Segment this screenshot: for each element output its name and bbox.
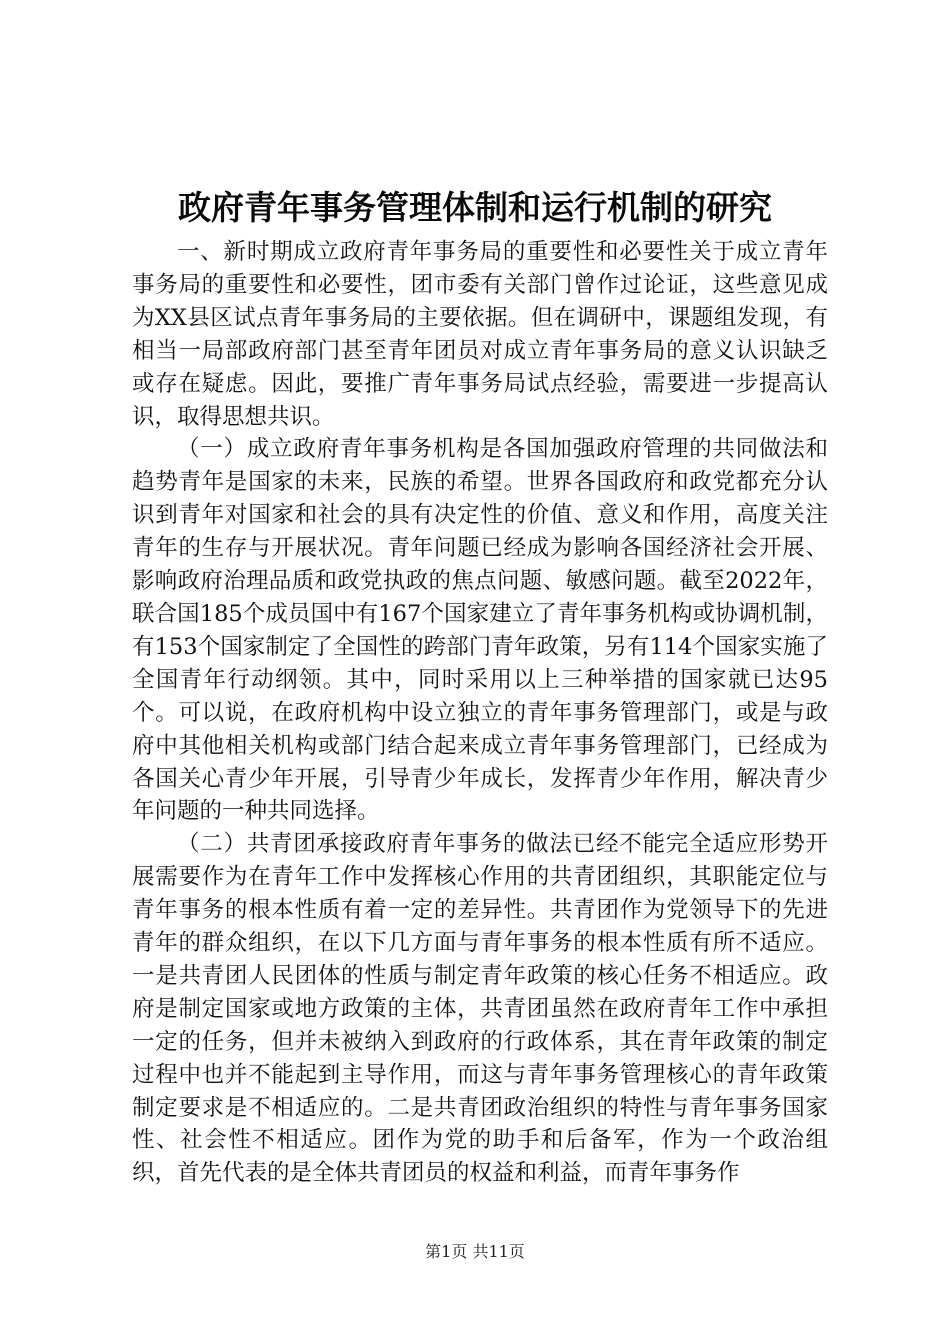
document-body	[132, 236, 828, 1190]
document-title: 政府青年事务管理体制和运行机制的研究	[178, 188, 772, 227]
paragraph-3: （二）共青团承接政府青年事务的做法已经不能完全适应形势开展需要作为在青年工作中发挥核心作用的共青团组织，其职能定位与青年事务的根本性质有着一定的差异性。共青团作为党领导下的先进青年的群众组织，在以下几方面与青年事务的根本性质有所不适应。一是共青团人民团体的性质与制定青年政策的核心任务不相适应。政府是制定国家或地方政策的主体，共青团虽然在政府青年工作中承担一定的任务，但并未被纳入到政府的行政体系，其在青年政策的制定过程中也并不能起到主导作用，而这与青年事务管理核心的青年政策制定要求是不相适应的。二是共青团政治组织的特性与青年事务国家性、社会性不相适应。团作为党的助手和后备军，作为一个政治组织，首先代表的是全体共青团员的权益和利益，而青年事务作	[132, 831, 828, 1187]
page-number-footer: 第1页 共11页	[425, 1242, 525, 1261]
paragraph-2: （一）成立政府青年事务机构是各国加强政府管理的共同做法和趋势青年是国家的未来，民族的希望。世界各国政府和政党都充分认识到青年对国家和社会的具有决定性的价值、意义和作用，高度关注青年的生存与开展状况。青年问题已经成为影响各国经济社会开展、影响政府治理品质和政党执政的焦点问题、敏感问题。截至2022年，联合国185个成员国中有167个国家建立了青年事务机构或协调机制，有153个国家制定了全国性的跨部门青年政策，另有114个国家实施了全国青年行动纲领。其中，同时采用以上三种举措的国家就已达95个。可以说，在政府机构中设立独立的青年事务管理部门，或是与政府中其他相关机构或部门结合起来成立青年事务管理部门，已经成为各国关心青少年开展，引导青少年成长，发挥青少年作用，解决青少年问题的一种共同选择。	[132, 436, 828, 825]
paragraph-1: 一、新时期成立政府青年事务局的重要性和必要性关于成立青年事务局的重要性和必要性，团市委有关部门曾作过论证，这些意见成为XX县区试点青年事务局的主要依据。但在调研中，课题组发现，有相当一局部政府部门甚至青年团员对成立青年事务局的意义认识缺乏或存在疑虑。因此，要推广青年事务局试点经验，需要进一步提高认识，取得思想共识。	[132, 239, 828, 430]
